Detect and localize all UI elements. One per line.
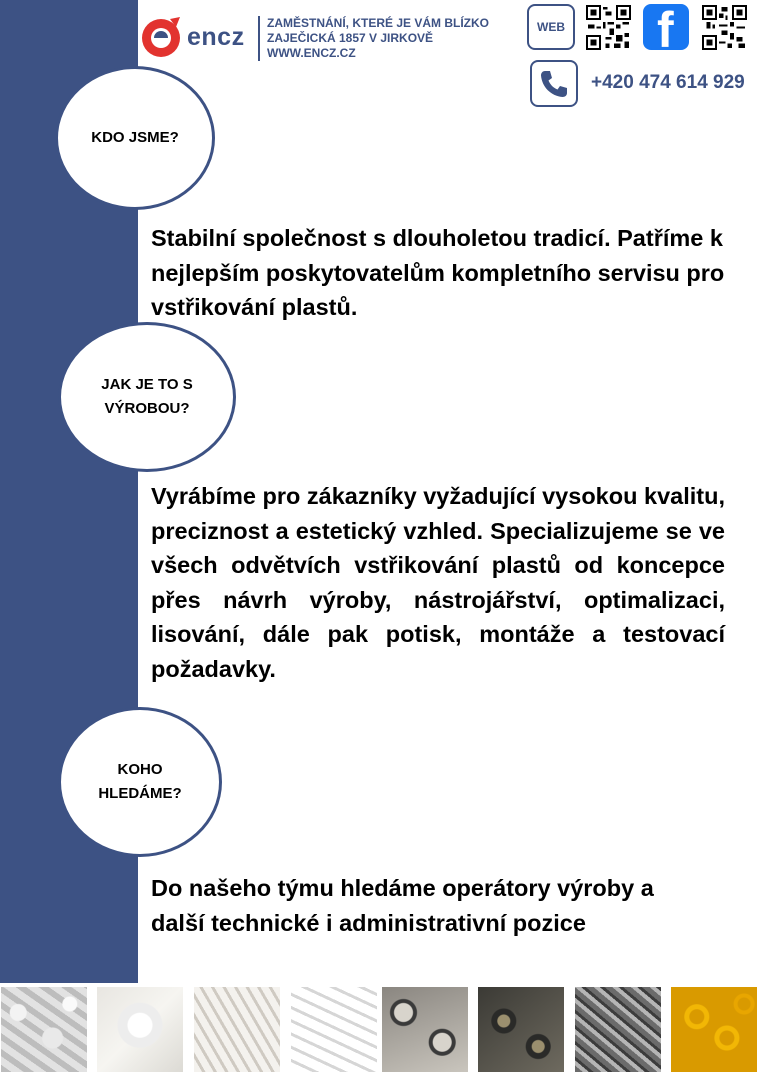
section-heading-who-we-seek: KOHO HLEDÁME? — [98, 761, 182, 802]
section-heading-production: JAK JE TO S VÝROBOU? — [101, 376, 193, 417]
section-heading-bubble-who-we-seek — [58, 707, 222, 857]
section-heading-bubble-production — [58, 322, 236, 472]
phone-icon — [538, 68, 570, 100]
logo-mark-icon — [140, 15, 184, 59]
product-photo-white-housing — [97, 987, 183, 1072]
company-address: ZAJEČICKÁ 1857 V JIRKOVĚ — [267, 31, 434, 45]
facebook-qr-code-icon — [702, 5, 747, 50]
product-photo-dark-washers — [478, 987, 564, 1072]
phone-number[interactable]: +420 474 614 929 — [591, 72, 745, 93]
logo-wordmark: encz — [187, 23, 245, 51]
product-photo-metal-screws — [575, 987, 661, 1072]
section-text-production: Vyrábíme pro zákazníky vyžadující vysokou kvalitu, preciznost a estetický vzhled. Specializujeme se ve všech odvětvích vstřikování plastů od koncepce přes návrh výroby, nástrojářství, optimalizaci, lisování, dále pak potisk, montáže a testovací požadavky. — [151, 483, 725, 682]
phone-badge[interactable] — [530, 60, 578, 107]
product-photo-white-parts — [194, 987, 280, 1072]
section-heading-who-we-are: KDO JSME? — [91, 129, 179, 146]
product-photo-yellow-rings — [671, 987, 757, 1072]
header-divider — [258, 16, 260, 61]
encz-logo — [140, 15, 255, 59]
product-photo-strip — [0, 984, 759, 1075]
product-photo-white-pins — [291, 987, 377, 1072]
web-qr-code-icon — [586, 5, 631, 50]
company-info — [267, 16, 489, 61]
web-link-badge[interactable] — [527, 4, 575, 50]
company-website[interactable]: WWW.ENCZ.CZ — [267, 46, 356, 60]
section-heading-bubble-who-we-are — [55, 66, 215, 210]
company-tagline: ZAMĚSTNÁNÍ, KTERÉ JE VÁM BLÍZKO — [267, 16, 490, 30]
web-label: WEB — [537, 20, 565, 34]
section-text-who-we-are: Stabilní společnost s dlouholetou tradicí. Patříme k nejlepším poskytovatelům kompletního servisu pro vstřikování plastů. — [151, 225, 725, 320]
section-text-who-we-seek: Do našeho týmu hledáme operátory výroby a další technické i administrativní pozice — [151, 875, 654, 936]
facebook-icon[interactable]: f — [643, 4, 689, 50]
product-photo-grommets — [382, 987, 468, 1072]
product-photo-plastic-clips — [1, 987, 87, 1072]
